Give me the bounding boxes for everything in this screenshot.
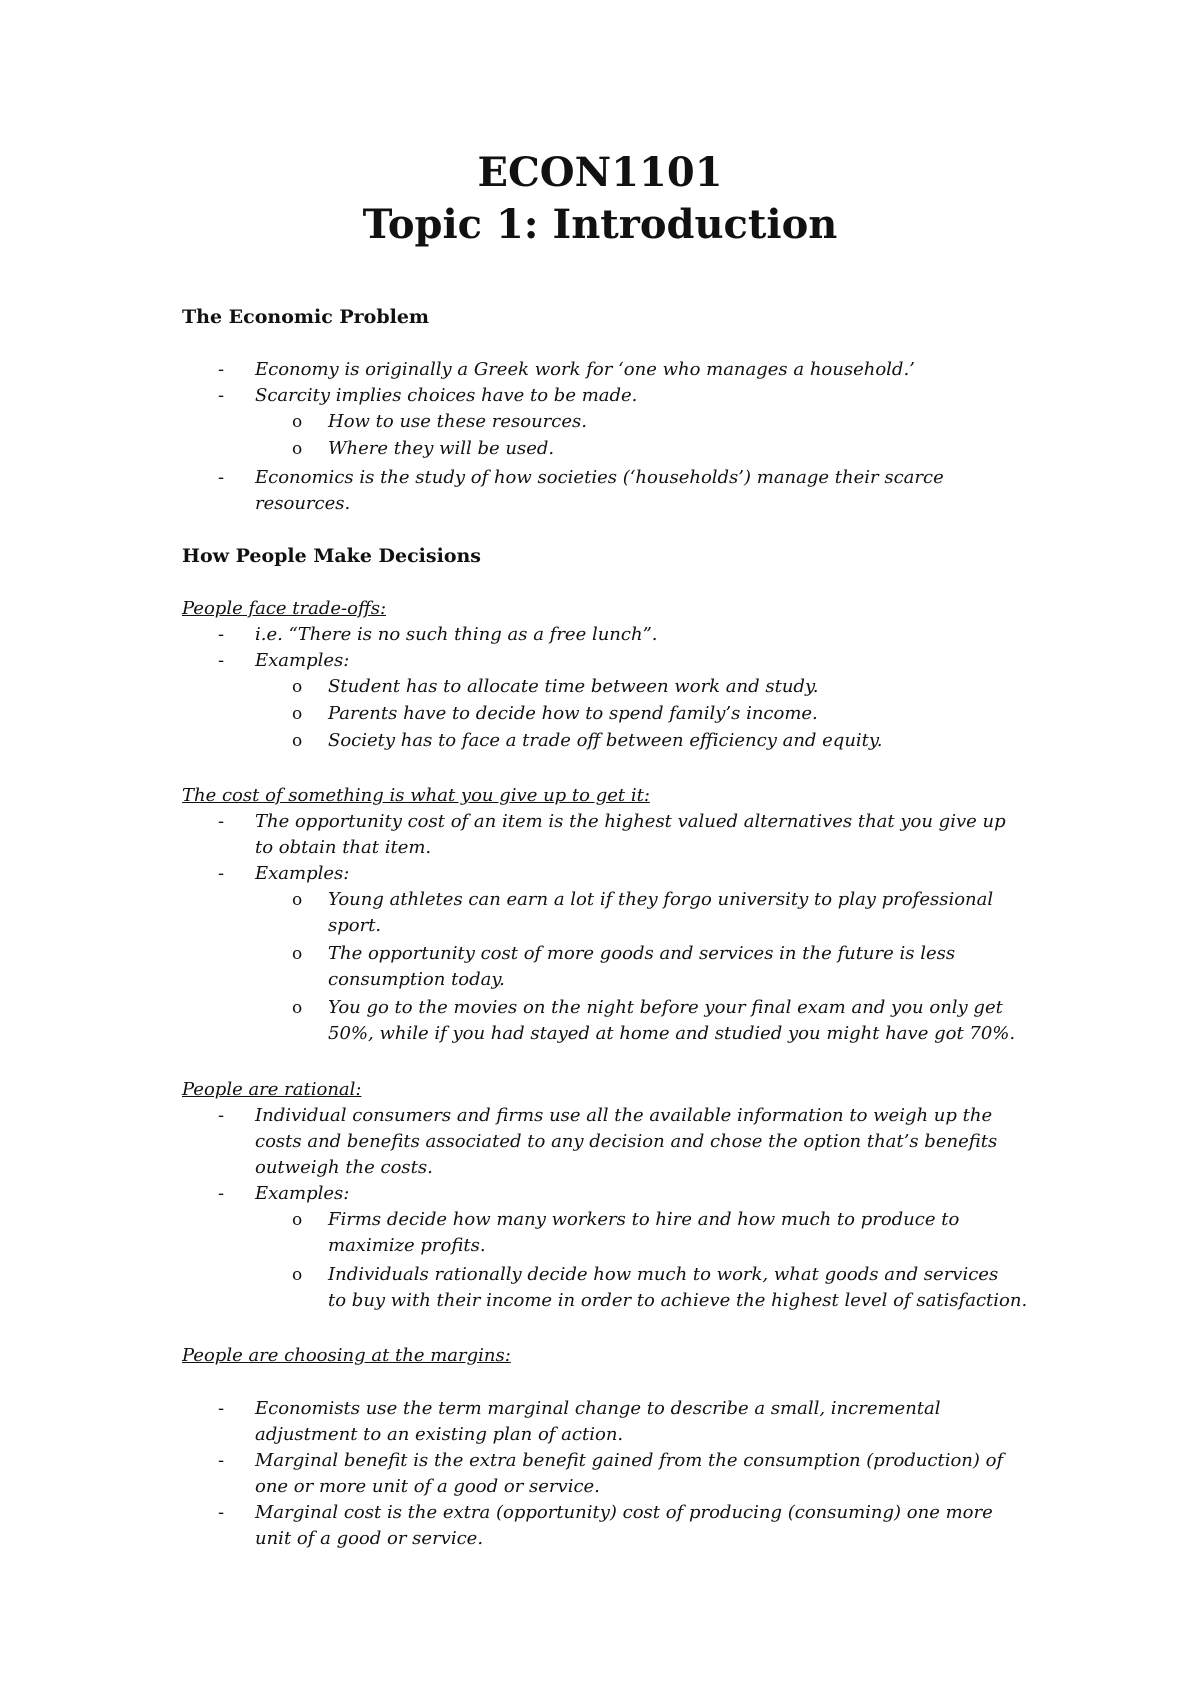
list-item-continuation: costs and benefits associated to any decision and chose the option that’s benefits <box>255 1131 998 1152</box>
list-item: Examples: <box>255 1183 350 1204</box>
sub-list-item: Individuals rationally decide how much to work, what goods and services <box>328 1264 999 1285</box>
sub-list-item: The opportunity cost of more goods and services in the future is less <box>328 943 956 964</box>
list-item: Examples: <box>255 650 350 671</box>
circle-bullet: o <box>292 944 303 964</box>
dash-bullet: - <box>218 1502 225 1523</box>
sub-list-item: Student has to allocate time between work and study. <box>328 676 819 697</box>
sub-list-item: Firms decide how many workers to hire and how much to produce to <box>328 1209 960 1230</box>
list-item-continuation: to obtain that item. <box>255 837 432 858</box>
list-item: Marginal cost is the extra (opportunity) cost of producing (consuming) one more <box>255 1502 993 1523</box>
sub-list-item: Young athletes can earn a lot if they forgo university to play professional <box>328 889 994 910</box>
list-item: Marginal benefit is the extra benefit gained from the consumption (production) of <box>255 1450 1004 1471</box>
circle-bullet: o <box>292 890 303 910</box>
subheading-cost: The cost of something is what you give up to get it: <box>182 785 650 806</box>
sub-list-item: Parents have to decide how to spend family’s income. <box>328 703 818 724</box>
course-code-title: ECON1101 <box>477 149 723 196</box>
sub-list-item-continuation: to buy with their income in order to achieve the highest level of satisfaction. <box>328 1290 1028 1311</box>
list-item: Economics is the study of how societies (‘households’) manage their scarce <box>255 467 944 488</box>
sub-list-item-continuation: maximize profits. <box>328 1235 486 1256</box>
dash-bullet: - <box>218 811 225 832</box>
circle-bullet: o <box>292 439 303 459</box>
list-item: i.e. “There is no such thing as a free lunch”. <box>255 624 658 645</box>
circle-bullet: o <box>292 1210 303 1230</box>
dash-bullet: - <box>218 1450 225 1471</box>
circle-bullet: o <box>292 677 303 697</box>
list-item: Economists use the term marginal change to describe a small, incremental <box>255 1398 941 1419</box>
list-item: Examples: <box>255 863 350 884</box>
list-item-continuation: outweigh the costs. <box>255 1157 433 1178</box>
circle-bullet: o <box>292 998 303 1018</box>
list-item-continuation: adjustment to an existing plan of action. <box>255 1424 624 1445</box>
list-item: Scarcity implies choices have to be made. <box>255 385 638 406</box>
list-item: Individual consumers and firms use all the available information to weigh up the <box>255 1105 993 1126</box>
sub-list-item: How to use these resources. <box>328 411 587 432</box>
list-item-continuation: unit of a good or service. <box>255 1528 484 1549</box>
circle-bullet: o <box>292 731 303 751</box>
list-item-continuation: resources. <box>255 493 351 514</box>
dash-bullet: - <box>218 650 225 671</box>
dash-bullet: - <box>218 863 225 884</box>
circle-bullet: o <box>292 412 303 432</box>
list-item: Economy is originally a Greek work for ‘one who manages a household.’ <box>255 359 915 380</box>
sub-list-item: You go to the movies on the night before your final exam and you only get <box>328 997 1003 1018</box>
subheading-rational: People are rational: <box>182 1079 362 1100</box>
list-item-continuation: one or more unit of a good or service. <box>255 1476 600 1497</box>
sub-list-item-continuation: consumption today. <box>328 969 505 990</box>
section-heading-decisions: How People Make Decisions <box>182 545 481 567</box>
subheading-margins: People are choosing at the margins: <box>182 1345 511 1366</box>
sub-list-item-continuation: 50%, while if you had stayed at home and studied you might have got 70%. <box>328 1023 1016 1044</box>
dash-bullet: - <box>218 1183 225 1204</box>
dash-bullet: - <box>218 1105 225 1126</box>
list-item: The opportunity cost of an item is the highest valued alternatives that you give up <box>255 811 1006 832</box>
dash-bullet: - <box>218 385 225 406</box>
dash-bullet: - <box>218 1398 225 1419</box>
topic-title: Topic 1: Introduction <box>362 201 838 248</box>
sub-list-item: Society has to face a trade off between efficiency and equity. <box>328 730 883 751</box>
circle-bullet: o <box>292 704 303 724</box>
circle-bullet: o <box>292 1265 303 1285</box>
subheading-tradeoffs: People face trade-offs: <box>182 598 387 619</box>
sub-list-item-continuation: sport. <box>328 915 382 936</box>
section-heading-economic-problem: The Economic Problem <box>182 306 430 328</box>
dash-bullet: - <box>218 467 225 488</box>
sub-list-item: Where they will be used. <box>328 438 555 459</box>
dash-bullet: - <box>218 624 225 645</box>
dash-bullet: - <box>218 359 225 380</box>
